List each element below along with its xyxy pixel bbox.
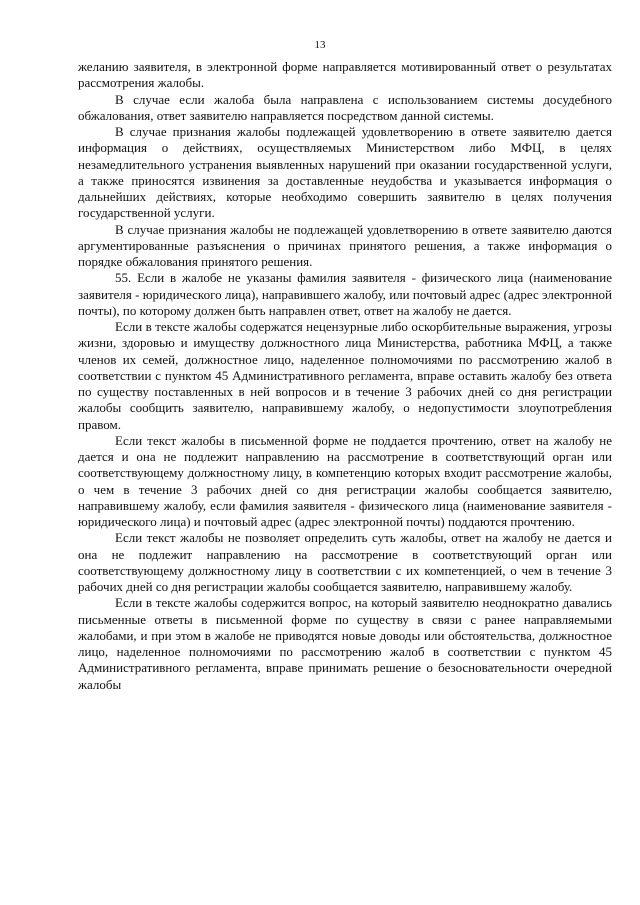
- page-number: 13: [314, 39, 326, 51]
- paragraph-repeated-question: Если в тексте жалобы содержится вопрос, на который заявителю неоднократно давались письменные ответы в письменной форме по существу в связи с ранее направляемыми жалобами, и при этом в жалобе не приводятся новые доводы или обстоятельства, должностное лицо, наделенное полномочиями по рассмотрению жалоб в соответствии с пунктом 45 Административного регламента, вправе принимать решение о безосновательности очередной жалобы: [78, 595, 612, 692]
- paragraph-item-55: 55. Если в жалобе не указаны фамилия заявителя - физического лица (наименование заявителя - юридического лица), направившего жалобу, или почтовый адрес (адрес электронной почты), по которому должен быть направлен ответ, ответ на жалобу не дается.: [78, 270, 612, 318]
- paragraph-system-answer: В случае если жалоба была направлена с использованием системы досудебного обжалования, ответ заявителю направляется посредством данной системы.: [78, 91, 612, 123]
- paragraph-continuation: желанию заявителя, в электронной форме направляется мотивированный ответ о результатах рассмотрения жалобы.: [78, 59, 612, 91]
- paragraph-complaint-satisfied: В случае признания жалобы подлежащей удовлетворению в ответе заявителю дается информация о действиях, осуществляемых Министерством либо МФЦ, в целях незамедлительного устранения выявленных нарушений при оказании государственной услуги, а также приносятся извинения за доставленные неудобства и указывается информация о дальнейших действиях, которые необходимо совершить заявителю в целях получения государственной услуги.: [78, 124, 612, 221]
- paragraph-complaint-rejected: В случае признания жалобы не подлежащей удовлетворению в ответе заявителю даются аргументированные разъяснения о причинах принятого решения, а также информация о порядке обжалования принятого решения.: [78, 221, 612, 269]
- document-body: [78, 59, 612, 693]
- paragraph-undefined-essence: Если текст жалобы не позволяет определить суть жалобы, ответ на жалобу не дается и она не подлежит направлению на рассмотрение в соответствующий орган или соответствующему должностному лицу в соответствии с их компетенцией, о чем в течение 3 рабочих дней со дня регистрации жалобы сообщается заявителю, направившему жалобу.: [78, 530, 612, 594]
- paragraph-unreadable-text: Если текст жалобы в письменной форме не поддается прочтению, ответ на жалобу не дается и она не подлежит направлению на рассмотрение в соответствующий орган или соответствующему должностному лицу, в компетенцию которых входит рассмотрение жалобы, о чем в течение 3 рабочих дней со дня регистрации жалобы сообщается заявителю, направившему жалобу, если фамилия заявителя - физического лица (наименование заявителя - юридического лица) и почтовый адрес (адрес электронной почты) поддаются прочтению.: [78, 432, 612, 529]
- paragraph-offensive-content: Если в тексте жалобы содержатся нецензурные либо оскорбительные выражения, угрозы жизни, здоровью и имуществу должностного лица Министерства, работника МФЦ, а также членов их семей, должностное лицо, наделенное полномочиями по рассмотрению жалоб в соответствии с пунктом 45 Административного регламента, вправе оставить жалобу без ответа по существу поставленных в ней вопросов и в течение 3 рабочих дней со дня регистрации жалобы сообщить заявителю, направившему жалобу, о недопустимости злоупотребления правом.: [78, 319, 612, 432]
